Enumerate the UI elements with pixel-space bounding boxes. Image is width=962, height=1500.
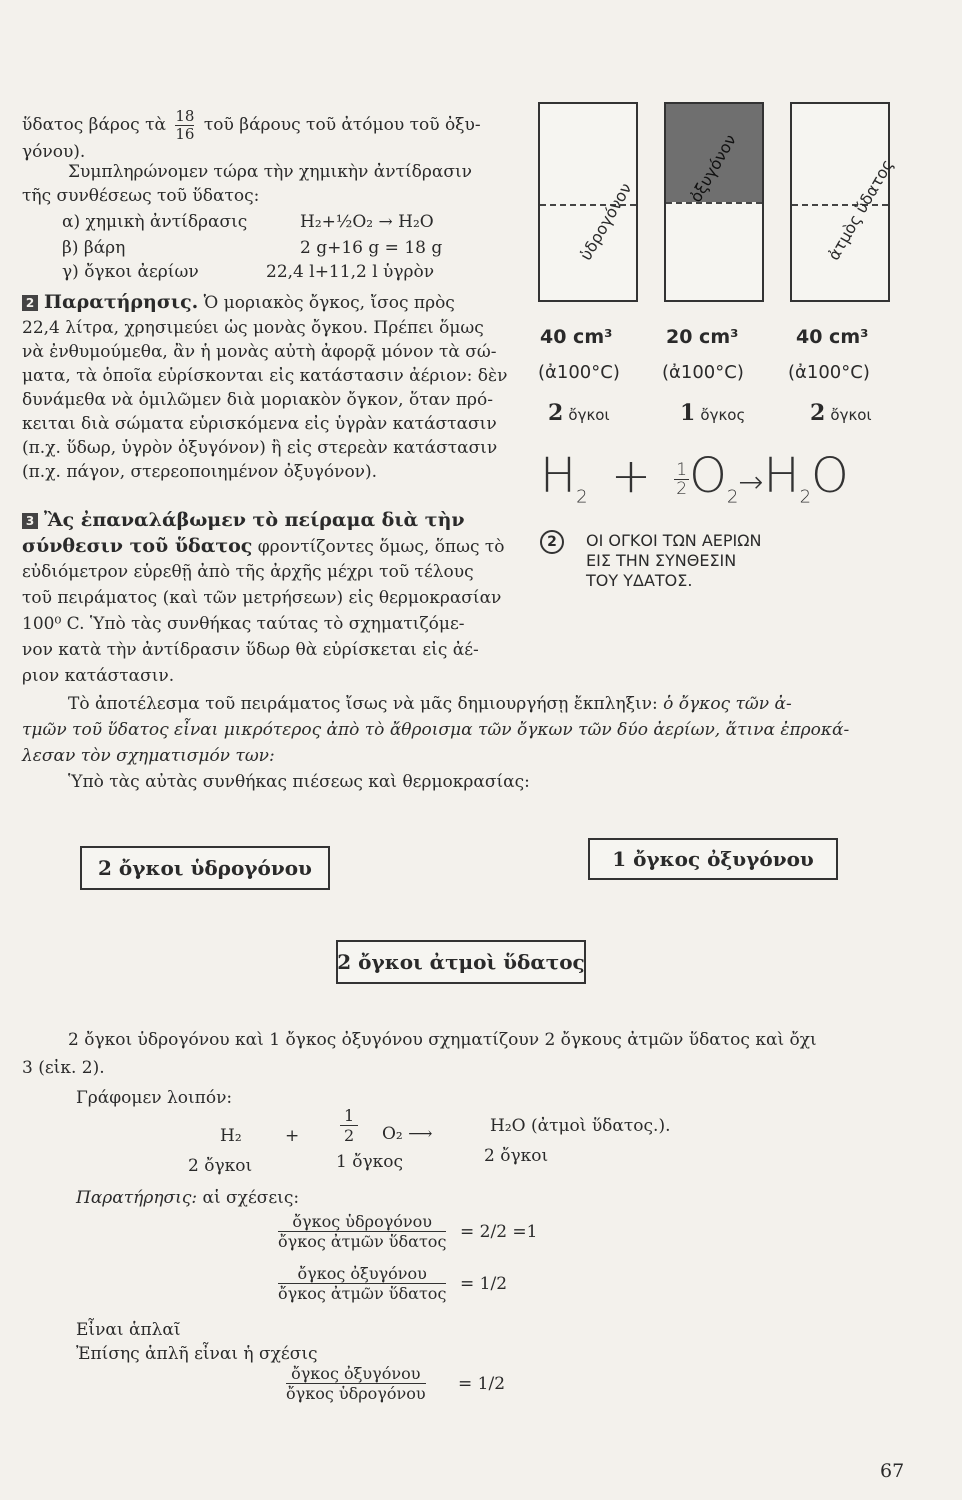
tube-temperature: (ἀ100°C) xyxy=(788,362,870,383)
eq-element: O xyxy=(689,448,727,504)
section-title: Ἂς ἐπαναλάβωμεν τὸ πείραμα διὰ τὴν xyxy=(44,509,465,531)
ratio-fraction xyxy=(278,1264,446,1303)
text-line: τμῶν τοῦ ὕδατος εἶναι μικρότερος ἀπὸ τὸ ἄθροισμα τῶν ὄγκων τῶν δύο ἀερίων, ἅτινα ἐπροκά- xyxy=(22,720,850,740)
eq-fraction xyxy=(340,1106,358,1145)
fraction-numerator: ὄγκος ὑδρογόνου xyxy=(278,1212,446,1232)
figure-caption xyxy=(540,530,564,554)
ratio-value: = 2/2 =1 xyxy=(460,1222,538,1242)
count-unit: ὄγκος xyxy=(700,406,746,424)
fraction-denominator: ὄγκος ἀτμῶν ὕδατος xyxy=(278,1284,447,1303)
text-line: γόνου). xyxy=(22,142,86,162)
tube-temperature: (ἀ100°C) xyxy=(538,362,620,383)
text-line: 3 (εἰκ. 2). xyxy=(22,1058,105,1078)
tube-count xyxy=(680,400,745,426)
fraction-denominator: 2 xyxy=(676,478,688,499)
fraction-numerator: 18 xyxy=(175,107,195,125)
text-line: 2 ὄγκοι ὑδρογόνου καὶ 1 ὄγκος ὀξυγόνου σχηματίζουν 2 ὄγκους ἀτμῶν ὕδατος καὶ ὄχι xyxy=(68,1030,817,1050)
eq-plus: + xyxy=(285,1126,300,1146)
text-fragment: ὁ ὄγκος τῶν ἀ- xyxy=(663,694,792,714)
text-line: Εἶναι ἁπλαῖ xyxy=(76,1320,181,1340)
section-title: Παρατήρησις. xyxy=(44,291,199,313)
text-fragment: τοῦ βάρους τοῦ ἀτόμου τοῦ ὀξυ- xyxy=(203,115,481,135)
text-line: Ἐπίσης ἁπλῆ εἶναι ἡ σχέσις xyxy=(76,1344,318,1364)
text-line: ριον κατάστασιν. xyxy=(22,666,175,686)
section-number-icon: 3 xyxy=(22,513,38,529)
tube-label: ὑδρογόνον xyxy=(576,179,636,264)
caption-line: ΕΙΣ ΤΗΝ ΣΥΝΘΕΣΙΝ xyxy=(586,551,737,570)
fraction-denominator: 16 xyxy=(175,125,195,143)
tube-count xyxy=(548,400,610,426)
text-line: Ὑπὸ τὰς αὐτὰς συνθήκας πιέσεως καὶ θερμοκρασίας: xyxy=(68,772,530,792)
text-line: Γράφομεν λοιπόν: xyxy=(76,1088,233,1108)
eq-volume: 2 ὄγκοι xyxy=(188,1156,253,1176)
reaction-label: γ) ὄγκοι ἀερίων xyxy=(62,262,199,282)
ratio-value: = 1/2 xyxy=(458,1374,506,1394)
tube-steam xyxy=(790,102,897,302)
level-line xyxy=(666,202,762,204)
figure-equation xyxy=(540,448,849,526)
fraction-numerator: 1 xyxy=(340,1106,358,1126)
tube-label: ὀξυγόνον xyxy=(686,131,740,206)
eq-o2-arrow: O₂ ⟶ xyxy=(382,1124,433,1144)
eq-element: O xyxy=(811,448,849,504)
text-line: κειται διὰ σώματα εὑρισκόμενα εἰς ὑγρὰν κατάστασιν xyxy=(22,414,497,434)
tube-label: ἀτμὸς ὕδατος xyxy=(824,156,897,264)
text-fragment: Παρατήρησις: xyxy=(76,1188,198,1208)
fraction-denominator: ὄγκος ὑδρογόνου xyxy=(286,1384,426,1403)
tube-volume: 20 cm³ xyxy=(666,326,739,348)
reaction-label: α) χημικὴ ἀντίδρασις xyxy=(62,212,248,232)
reaction-value: 22,4 l+11,2 l ὑγρὸν xyxy=(266,262,435,282)
eq-subscript: 2 xyxy=(726,486,739,508)
section-heading xyxy=(22,510,465,531)
eq-element: H xyxy=(540,448,577,504)
text-line xyxy=(22,108,481,143)
page-number: 67 xyxy=(880,1460,905,1482)
count-unit: ὄγκοι xyxy=(830,406,872,424)
eq-plus: + xyxy=(610,448,652,504)
text-fragment: Ὁ μοριακὸς ὄγκος, ἴσος πρὸς xyxy=(203,293,455,313)
eq-fraction xyxy=(674,461,689,498)
text-line: 22,4 λίτρα, χρησιμεύει ὡς μονὰς ὄγκου. Πρέπει ὅμως xyxy=(22,318,484,338)
ratio-fraction xyxy=(286,1364,426,1403)
text-fragment: Τὸ ἀποτέλεσμα τοῦ πειράματος ἴσως νὰ μᾶς δημιουργήσῃ ἔκπληξιν: xyxy=(68,694,658,714)
text-line: δυνάμεθα νὰ ὁμιλῶμεν διὰ μοριακὸν ὄγκον, ὅταν πρό- xyxy=(22,390,493,410)
tube-oxygen xyxy=(664,102,764,302)
tube-temperature: (ἀ100°C) xyxy=(662,362,744,383)
caption-line: ΤΟΥ ΥΔΑΤΟΣ. xyxy=(586,571,693,590)
fraction-denominator: ὄγκος ἀτμῶν ὕδατος xyxy=(278,1232,447,1251)
text-line: 100⁰ C. Ὑπὸ τὰς συνθήκας ταύτας τὸ σχηματιζόμε- xyxy=(22,614,465,634)
tube-hydrogen xyxy=(538,102,638,302)
section-number-icon: 2 xyxy=(22,295,38,311)
count-unit: ὄγκοι xyxy=(568,406,610,424)
fraction-numerator: 1 xyxy=(676,459,688,480)
text-line: νὰ ἐνθυμούμεθα, ἂν ἡ μονὰς αὐτὴ ἀφορᾷ μόνον τὰ σώ- xyxy=(22,342,497,362)
eq-subscript: 2 xyxy=(576,486,588,508)
box-steam: 2 ὄγκοι ἀτμοὶ ὕδατος xyxy=(336,940,586,984)
reaction-label: β) βάρη xyxy=(62,238,126,258)
inline-fraction xyxy=(175,108,194,143)
eq-volume: 2 ὄγκοι xyxy=(484,1146,549,1166)
ratio-value: = 1/2 xyxy=(460,1274,508,1294)
tube-count xyxy=(810,400,872,426)
text-line: τῆς συνθέσεως τοῦ ὕδατος: xyxy=(22,186,260,206)
ratio-fraction xyxy=(278,1212,446,1251)
caption-line: ΟΙ ΟΓΚΟΙ ΤΩΝ ΑΕΡΙΩΝ xyxy=(586,531,762,550)
text-fragment: αἱ σχέσεις: xyxy=(202,1188,300,1208)
fraction-numerator: ὄγκος ὀξυγόνου xyxy=(278,1264,446,1284)
text-line xyxy=(76,1188,299,1208)
eq-subscript: 2 xyxy=(799,486,812,508)
tube-volume: 40 cm³ xyxy=(540,326,613,348)
text-line: λεσαν τὸν σχηματισμόν των: xyxy=(22,746,275,766)
count-number: 2 xyxy=(548,400,564,426)
eq-h2: H₂ xyxy=(220,1126,242,1146)
section-heading xyxy=(22,292,455,313)
text-line: (π.χ. πάγον, στερεοποιημένον ὀξυγόνον). xyxy=(22,462,378,482)
box-hydrogen: 2 ὄγκοι ὑδρογόνου xyxy=(80,846,330,890)
fraction-numerator: ὄγκος ὀξυγόνου xyxy=(286,1364,426,1384)
eq-volume: 1 ὄγκος xyxy=(336,1152,403,1172)
text-line: τοῦ πειράματος (καὶ τῶν μετρήσεων) εἰς θερμοκρασίαν xyxy=(22,588,502,608)
text-line: (π.χ. ὕδωρ, ὑγρὸν ὀξυγόνον) ἢ εἰς στερεὰν κατάστασιν xyxy=(22,438,498,458)
text-line xyxy=(22,536,505,557)
text-fragment: φροντίζοντες ὅμως, ὅπως τὸ xyxy=(257,537,505,557)
count-number: 1 xyxy=(680,400,696,426)
eq-h2o: H₂O (ἀτμοὶ ὕδατος.). xyxy=(490,1116,671,1136)
caption-number-icon: 2 xyxy=(540,530,564,554)
box-oxygen: 1 ὄγκος ὀξυγόνου xyxy=(588,838,838,880)
eq-arrow: → xyxy=(738,465,764,500)
section-title: σύνθεσιν τοῦ ὕδατος xyxy=(22,535,253,557)
fraction-denominator: 2 xyxy=(344,1126,355,1145)
text-line: νον κατὰ τὴν ἀντίδρασιν ὕδωρ θὰ εὑρίσκεται εἰς ἀέ- xyxy=(22,640,479,660)
count-number: 2 xyxy=(810,400,826,426)
reaction-value: H₂+½O₂ → H₂O xyxy=(300,212,434,232)
text-fragment: ὕδατος βάρος τὰ xyxy=(22,115,166,135)
eq-element: H xyxy=(763,448,800,504)
text-line: Συμπληρώνομεν τώρα τὴν χημικὴν ἀντίδρασιν xyxy=(68,162,472,182)
text-line xyxy=(68,694,792,714)
tube-volume: 40 cm³ xyxy=(796,326,869,348)
text-line: εὐδιόμετρον εὑρεθῇ ἀπὸ τῆς ἀρχῆς μέχρι τοῦ τέλους xyxy=(22,562,474,582)
text-line: ματα, τὰ ὁποῖα εὑρίσκονται εἰς κατάστασιν ἀέριον: δὲν xyxy=(22,366,508,386)
reaction-value: 2 g+16 g = 18 g xyxy=(300,238,443,258)
